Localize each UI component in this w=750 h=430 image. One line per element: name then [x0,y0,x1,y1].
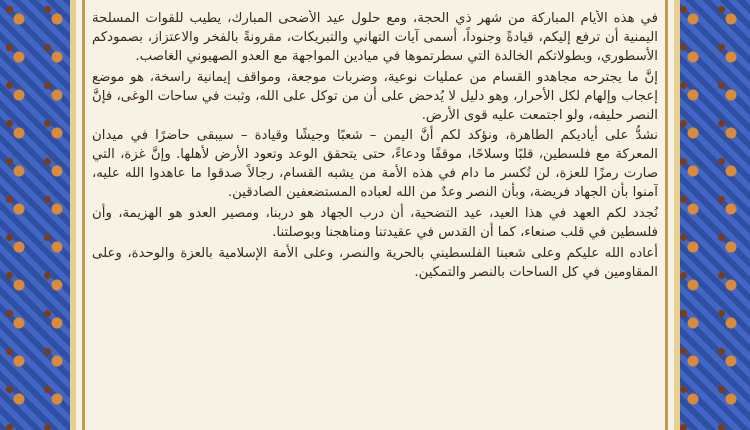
paragraph-3: نشدُّ على أياديكم الطاهرة، ونؤكد لكم أنَّ اليمن – شعبًا وجيشًا وقيادة – سيبقى حاضرًا في ميدان المعركة مع فلسطين، قلبًا وسلاحًا، موقفًا ودعاءً، حتى يتحقق الوعد وتعود الأرض لأهلها. وإنَّ غزة، التي صارت رمزًا للعزة، لن تُكسر ما دام في هذه الأمة من يشبه القسام، رجالاً صدقوا ما عاهدوا الله عليه، آمنوا بأن الجهاد فريضة، وبأن النصر وعدٌ من الله لعباده المستضعفين الصادقين. [92,128,658,201]
letter-body [92,10,658,430]
left-ornamental-border [0,0,76,430]
right-ornamental-border [674,0,750,430]
paragraph-1: في هذه الأيام المباركة من شهر ذي الحجة، ومع حلول عيد الأضحى المبارك، يطيب للقوات المسلحة اليمنية أن ترفع إليكم، قيادةً وجنوداً، أسمى آيات التهاني والتبريكات، مقرونةً بالفخر والاعتزاز، بصمودكم الأسطوري، وبطولاتكم الخالدة التي سطرتموها في ميادين المواجهة مع العدو الصهيوني الغاصب. [92,11,658,64]
paragraph-2: إنَّ ما يجترحه مجاهدو القسام من عمليات نوعية، وضربات موجعة، ومواقف إيمانية راسخة، هو موضع إعجاب وإلهام لكل الأحرار، وهو دليل لا يُدحض على أن من توكل على الله، وثبت في ساحات الوغى، فإنَّ النصر حليفه، ولو اجتمعت عليه قوى الأرض. [92,69,658,123]
paragraph-4: نُجدد لكم العهد في هذا العيد، عيد التضحية، أن درب الجهاد هو دربنا، ومصير العدو هو الهزيمة، وأن فلسطين في قلب صنعاء، كما أن القدس في عقيدتنا ومناهجنا وبوصلتنا. [92,206,658,240]
right-gold-rule [665,0,668,430]
paragraph-5: أعاده الله عليكم وعلى شعبنا الفلسطيني بالحرية والنصر، وعلى الأمة الإسلامية بالعزة والوحدة، وعلى المقاومين في كل الساحات بالنصر والتمكين. [92,245,658,280]
left-gold-rule [82,0,85,430]
